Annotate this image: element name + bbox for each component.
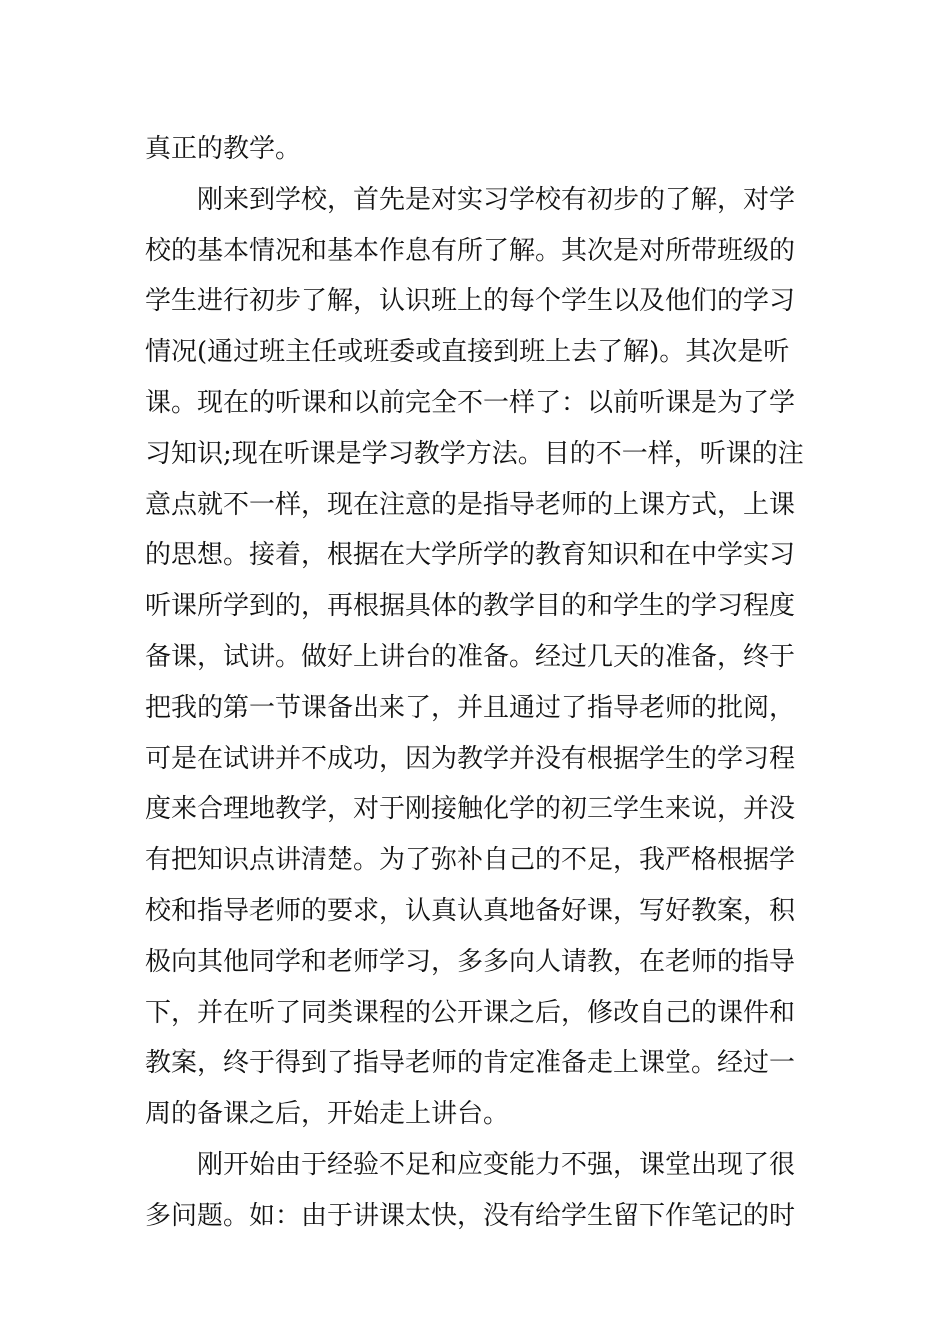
text-line: 可是在试讲并不成功，因为教学并没有根据学生的学习程 [145, 743, 796, 774]
text-line: 校的基本情况和基本作息有所了解。其次是对所带班级的 [145, 235, 796, 266]
text-line: 度来合理地教学，对于刚接触化学的初三学生来说，并没 [145, 794, 796, 825]
text-line: 情况(通过班主任或班委或直接到班上去了解)。其次是听 [145, 337, 790, 368]
text-line: 的思想。接着，根据在大学所学的教育知识和在中学实习 [145, 540, 796, 571]
text-line: 把我的第一节课备出来了，并且通过了指导老师的批阅， [145, 692, 796, 723]
text-line: 极向其他同学和老师学习，多多向人请教，在老师的指导 [145, 946, 796, 977]
text-line: 学生进行初步了解，认识班上的每个学生以及他们的学习 [145, 286, 796, 317]
text-line: 听课所学到的，再根据具体的教学目的和学生的学习程度 [145, 591, 796, 622]
document-text [145, 124, 815, 1242]
text-line: 多问题。如：由于讲课太快，没有给学生留下作笔记的时 [145, 1200, 796, 1231]
text-line: 课。现在的听课和以前完全不一样了：以前听课是为了学 [145, 387, 796, 418]
text-line: 备课，试讲。做好上讲台的准备。经过几天的准备，终于 [145, 641, 796, 672]
text-line: 真正的教学。 [145, 134, 302, 164]
text-line: 意点就不一样，现在注意的是指导老师的上课方式，上课 [145, 489, 796, 520]
text-line-paragraph-start: 刚来到学校，首先是对实习学校有初步的了解，对学 [197, 184, 796, 215]
text-line: 校和指导老师的要求，认真认真地备好课，写好教案，积 [145, 895, 796, 926]
text-line: 习知识;现在听课是学习教学方法。目的不一样，听课的注 [145, 438, 804, 469]
text-line: 下，并在听了同类课程的公开课之后，修改自己的课件和 [145, 997, 796, 1028]
text-line: 有把知识点讲清楚。为了弥补自己的不足，我严格根据学 [145, 845, 796, 876]
text-line-paragraph-start: 刚开始由于经验不足和应变能力不强，课堂出现了很 [197, 1149, 796, 1180]
text-line: 教案，终于得到了指导老师的肯定准备走上课堂。经过一 [145, 1048, 796, 1079]
text-line: 周的备课之后，开始走上讲台。 [145, 1099, 510, 1130]
